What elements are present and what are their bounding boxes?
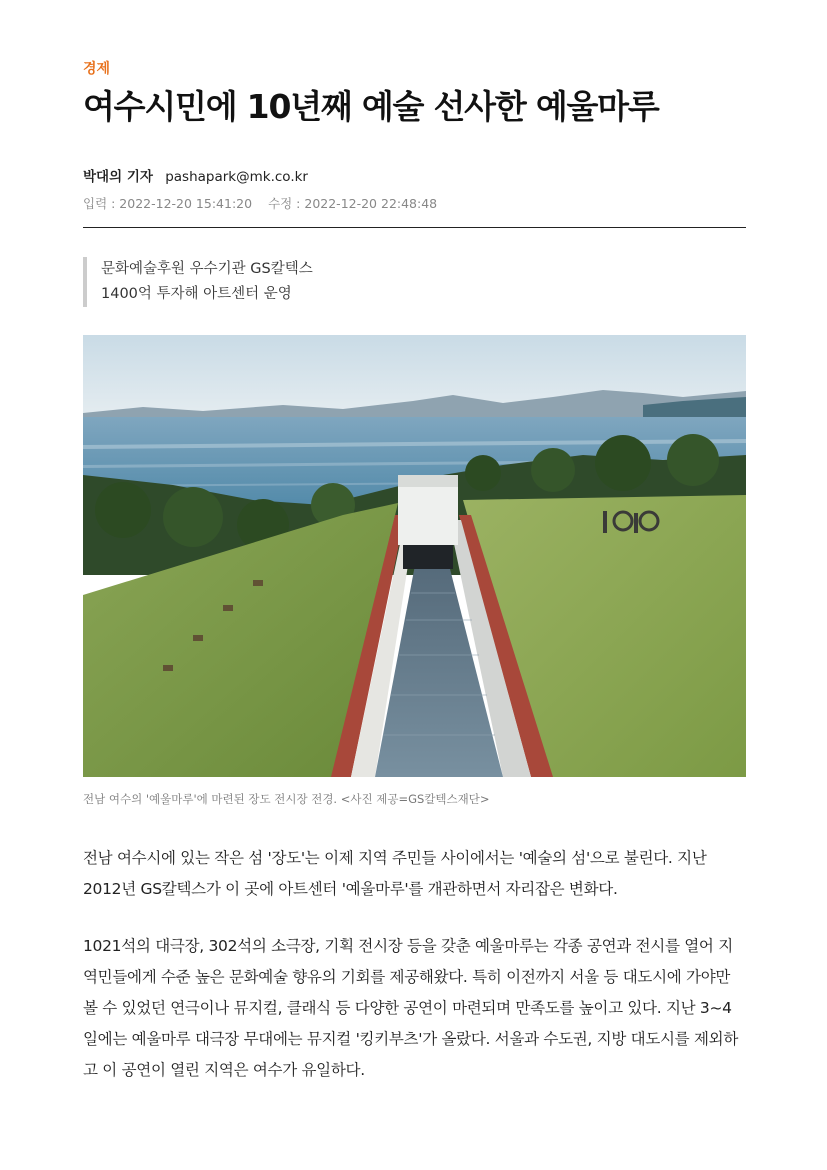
- author-name[interactable]: 박대의 기자: [83, 169, 153, 185]
- header-divider: [83, 227, 746, 228]
- headline: 여수시민에 10년째 예술 선사한 예울마루: [83, 87, 659, 126]
- byline: [83, 165, 308, 185]
- article-dates: [83, 194, 449, 212]
- author-email[interactable]: pashapark@mk.co.kr: [165, 169, 308, 185]
- body-paragraph-1: 전남 여수시에 있는 작은 섬 '장도'는 이제 지역 주민들 사이에서는 '예술의 섬'으로 불린다. 지난 2012년 GS칼텍스가 이 곳에 아트센터 '예울마루'를 개관하면서 자리잡은 변화다.: [83, 849, 707, 898]
- body-paragraph-2: 1021석의 대극장, 302석의 소극장, 기획 전시장 등을 갖춘 예울마루는 각종 공연과 전시를 열어 지역민들에게 수준 높은 문화예술 향유의 기회를 제공해왔다. 특히 이전까지 서울 등 대도시에 가야만 볼 수 있었던 연극이나 뮤지컬, 클래식 등 다양한 공연이 마련되며 만족도를 높이고 있다. 지난 3~4일에는 예울마루 대극장 무대에는 뮤지컬 '킹키부츠'가 올랐다. 서울과 수도권, 지방 대도시를 제외하고 이 공연이 열린 지역은 여수가 유일하다.: [83, 937, 738, 1079]
- summary-line-1: 문화예술후원 우수기관 GS칼텍스: [101, 261, 313, 277]
- article-photo[interactable]: [83, 335, 746, 777]
- category-label[interactable]: 경제: [83, 61, 111, 77]
- modified-date: 수정 : 2022-12-20 22:48:48: [268, 196, 438, 211]
- input-date: 입력 : 2022-12-20 15:41:20: [83, 196, 253, 211]
- article-summary: [83, 257, 313, 307]
- photo-caption: 전남 여수의 '예울마루'에 마련된 장도 전시장 전경. <사진 제공=GS칼텍스재단>: [83, 792, 490, 806]
- summary-line-2: 1400억 투자해 아트센터 운영: [101, 286, 292, 302]
